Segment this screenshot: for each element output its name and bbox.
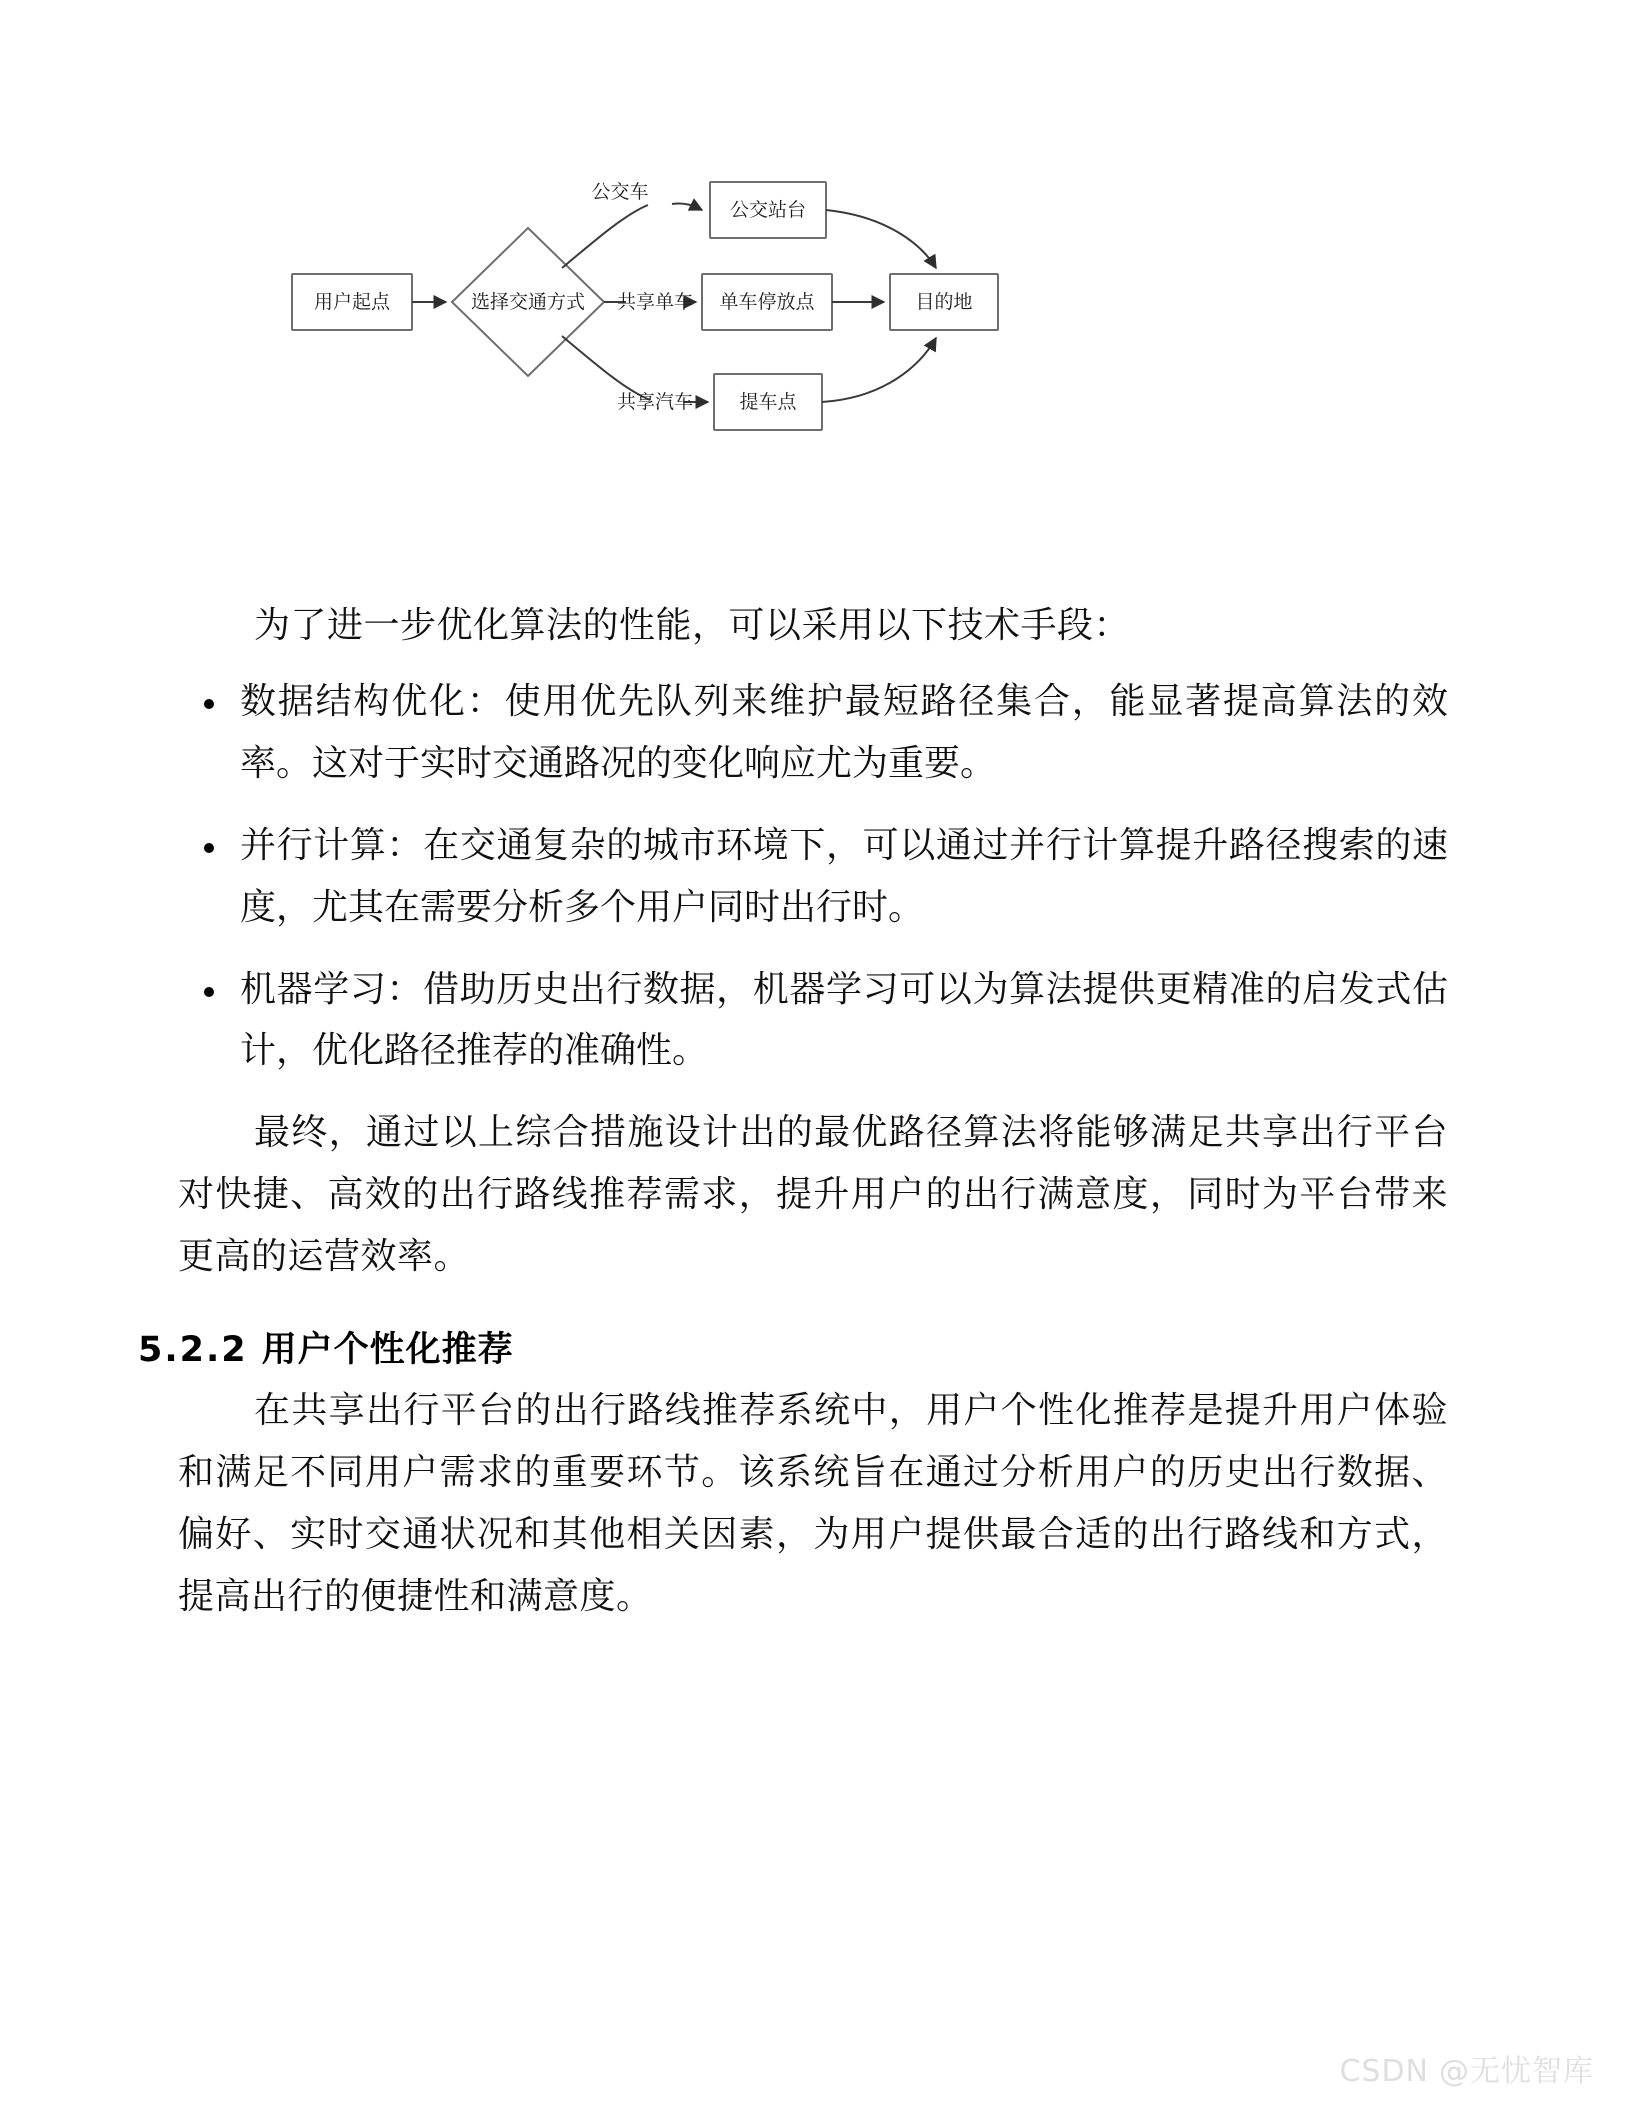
section-heading (138, 1322, 1448, 1372)
node-select-transport-mode (452, 228, 604, 376)
node-label-select-transport-mode: 选择交通方式 (470, 291, 586, 313)
node-user-start (292, 274, 412, 330)
watermark-brand: CSDN (1339, 2054, 1429, 2089)
node-car-pickup (714, 374, 822, 430)
section-paragraph: 在共享出行平台的出行路线推荐系统中，用户个性化推荐是提升用户体验和满足不同用户需求的重要环节。该系统旨在通过分析用户的历史出行数据、偏好、实时交通状况和其他相关因素，为用户提供最合适的出行路线和方式，提高出行的便捷性和满意度。 (178, 1390, 1448, 1616)
edge-car-pickup-to-destination (822, 338, 936, 402)
list-item: 数据结构优化：使用优先队列来维护最短路径集合，能显著提高算法的效率。这对于实时交通路况的变化响应尤为重要。 (178, 671, 1448, 795)
edge-decision-to-bus-stop-curve (562, 205, 648, 268)
node-label-user-start: 用户起点 (313, 291, 391, 313)
technique-bullet-list (178, 671, 1448, 1082)
node-label-car-pickup: 提车点 (739, 391, 797, 413)
section-title: 用户个性化推荐 (261, 1330, 514, 1371)
list-item: 并行计算：在交通复杂的城市环境下，可以通过并行计算提升路径搜索的速度，尤其在需要分析多个用户同时出行时。 (178, 815, 1448, 939)
edge-label-shared-car: 共享汽车 (616, 391, 694, 413)
node-label-destination: 目的地 (915, 291, 973, 313)
watermark-author: @无忧智库 (1439, 2054, 1594, 2089)
edge-decision-to-bus-stop-arrow (672, 203, 702, 210)
node-bike-parking (702, 274, 832, 330)
node-destination (890, 274, 998, 330)
list-item: 机器学习：借助历史出行数据，机器学习可以为算法提供更精准的启发式估计，优化路径推荐的准确性。 (178, 959, 1448, 1083)
edge-label-shared-bike: 共享单车 (616, 291, 694, 313)
watermark (1339, 2046, 1594, 2090)
edge-label-bus: 公交车 (591, 181, 649, 203)
node-label-bus-stop: 公交站台 (729, 199, 807, 221)
node-bus-stop (710, 182, 826, 238)
edge-bus-stop-to-destination (826, 210, 936, 268)
transport-mode-flowchart (0, 150, 1632, 460)
node-label-bike-parking: 单车停放点 (719, 291, 815, 313)
intro-paragraph: 为了进一步优化算法的性能，可以采用以下技术手段： (254, 605, 1131, 645)
document-body (138, 595, 1448, 1634)
section-number: 5.2.2 (138, 1330, 248, 1371)
closing-paragraph: 最终，通过以上综合措施设计出的最优路径算法将能够满足共享出行平台对快捷、高效的出行路线推荐需求，提升用户的出行满意度，同时为平台带来更高的运营效率。 (178, 1112, 1448, 1277)
